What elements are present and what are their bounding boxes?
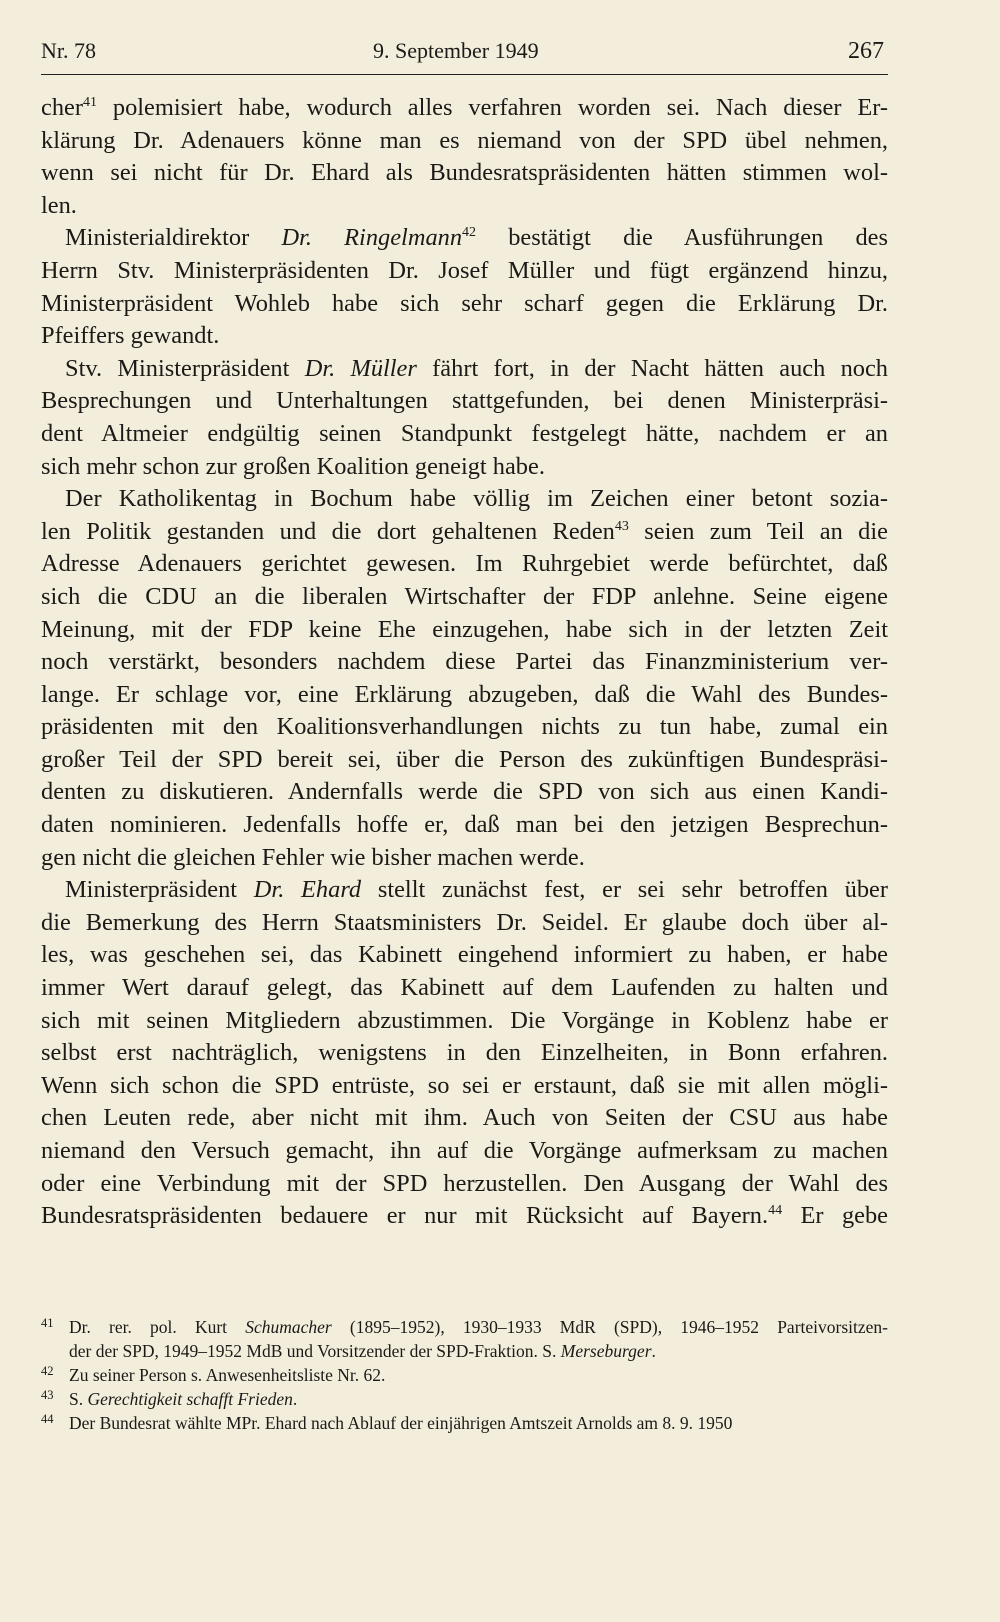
- text-run: Ministerialdirektor: [65, 224, 282, 252]
- text-line: oder eine Verbindung mit der SPD herzustellen. Den Ausgang der Wahl des: [41, 1169, 888, 1197]
- page-number: 267: [848, 38, 884, 64]
- speaker-name: Dr. Müller: [304, 354, 417, 382]
- document-number: Nr. 78: [41, 38, 96, 63]
- footnote-ref-43: 43: [614, 518, 629, 534]
- footnote-line: Der Bundesrat wählte MPr. Ehard nach Ablauf der einjährigen Amtszeit Arnolds am 8. 9. 1950: [69, 1413, 733, 1433]
- text-line: großer Teil der SPD bereit sei, über die Person des zukünftigen Bundespräsi-: [41, 745, 888, 773]
- text-line: selbst erst nachträglich, wenigstens in den Einzelheiten, in Bonn erfahren.: [41, 1039, 888, 1067]
- text-run: len Politik gestanden und die dort gehaltenen Reden: [41, 517, 615, 545]
- text-run: Dr. rer. pol. Kurt: [69, 1317, 246, 1337]
- text-run: der der SPD, 1949–1952 MdB und Vorsitzender der SPD-Fraktion. S.: [69, 1341, 561, 1361]
- speaker-name: Dr. Ehard: [253, 876, 362, 904]
- text-line: Wenn sich schon die SPD entrüste, so sei er erstaunt, daß sie mit allen mögli-: [41, 1071, 888, 1099]
- text-line: sich die CDU an die liberalen Wirtschafter der FDP anlehne. Seine eigene: [41, 582, 888, 610]
- text-line: immer Wert darauf gelegt, das Kabinett auf dem Laufenden zu halten und: [41, 974, 888, 1002]
- text-line: les, was geschehen sei, das Kabinett eingehend informiert zu haben, er habe: [41, 941, 888, 969]
- footnote-line: [69, 1339, 888, 1363]
- paragraph-2: [41, 222, 888, 352]
- footnote-ref-41: 41: [82, 95, 97, 110]
- footnote-line: Zu seiner Person s. Anwesenheitsliste Nr. 62.: [69, 1365, 386, 1385]
- text-run: cher: [41, 94, 83, 121]
- text-line: Adresse Adenauers gerichtet gewesen. Im Ruhrgebiet werde befürchtet, daß: [41, 550, 888, 578]
- text-line: niemand den Versuch gemacht, ihn auf die Vorgänge aufmerksam zu machen: [41, 1137, 888, 1164]
- text-line: Meinung, mit der FDP keine Ehe einzugehen, habe sich in der letzten Zeit: [41, 615, 888, 643]
- text-run: Ministerpräsident: [65, 876, 254, 904]
- footnote-number: 44: [41, 1412, 54, 1426]
- running-header: [41, 34, 888, 75]
- paragraph-3: [41, 353, 888, 483]
- reference-title: Gerechtigkeit schafft Frieden: [87, 1389, 293, 1409]
- main-text: [41, 92, 888, 1233]
- text-run: Er gebe: [782, 1202, 889, 1230]
- footnote-number: 41: [41, 1316, 54, 1330]
- text-line: [41, 222, 888, 255]
- person-name: Schumacher: [245, 1317, 332, 1337]
- speaker-name: Dr. Ringelmann: [281, 224, 463, 252]
- text-line: klärung Dr. Adenauers könne man es niemand von der SPD übel nehmen,: [41, 126, 888, 154]
- text-run: bestätigt die Ausführungen des: [476, 224, 888, 252]
- footnote-number: 43: [41, 1388, 54, 1402]
- footnote-line: [69, 1315, 888, 1339]
- text-run: fährt fort, in der Nacht hätten auch noch: [416, 354, 888, 382]
- text-line: [41, 92, 888, 125]
- text-run: .: [292, 1389, 298, 1409]
- text-run: polemisiert habe, wodurch alles verfahren worden sei. Nach dieser Er-: [96, 94, 888, 121]
- paragraph-4: [41, 483, 888, 874]
- footnote-44: [41, 1411, 888, 1435]
- text-line: [41, 874, 888, 907]
- text-line: [41, 1200, 888, 1233]
- text-line: denten zu diskutieren. Andernfalls werde die SPD von sich aus einen Kandi-: [41, 778, 888, 806]
- text-line: chen Leuten rede, aber nicht mit ihm. Auch von Seiten der CSU aus habe: [41, 1104, 888, 1132]
- footnote-41: [41, 1315, 888, 1363]
- header-date: 9. September 1949: [373, 38, 539, 63]
- footnote-43: [41, 1387, 888, 1411]
- text-run: Bundesratspräsidenten bedauere er nur mit Rücksicht auf Bayern.: [41, 1202, 769, 1230]
- text-run: stellt zunächst fest, er sei sehr betroffen über: [361, 876, 889, 904]
- footnote-ref-42: 42: [462, 225, 477, 241]
- text-line: Der Katholikentag in Bochum habe völlig im Zeichen einer betont sozia-: [65, 485, 888, 513]
- text-run: Stv. Ministerpräsident: [65, 354, 305, 382]
- text-line: noch verstärkt, besonders nachdem diese Partei das Finanzministerium ver-: [41, 648, 888, 676]
- text-line: dent Altmeier endgültig seinen Standpunkt festgelegt hätte, nachdem er an: [41, 419, 888, 447]
- text-line: len.: [41, 191, 77, 219]
- paragraph-1: [41, 92, 888, 222]
- footnotes: [41, 1315, 888, 1435]
- footnote-line: [69, 1387, 888, 1411]
- text-line: [41, 516, 888, 549]
- paragraph-5: [41, 874, 888, 1233]
- text-line: Besprechungen und Unterhaltungen stattgefunden, bei denen Ministerpräsi-: [41, 387, 888, 415]
- text-line: Herrn Stv. Ministerpräsidenten Dr. Josef Müller und fügt ergänzend hinzu,: [41, 256, 888, 284]
- text-line: Pfeiffers gewandt.: [41, 322, 220, 350]
- reference-title: Merseburger: [560, 1341, 652, 1361]
- text-line: gen nicht die gleichen Fehler wie bisher machen werde.: [41, 843, 585, 871]
- text-run: (1895–1952), 1930–1933 MdR (SPD), 1946–1952 Parteivorsitzen-: [331, 1317, 888, 1337]
- text-line: daten nominieren. Jedenfalls hoffe er, daß man bei den jetzigen Besprechun-: [41, 811, 888, 839]
- text-line: wenn sei nicht für Dr. Ehard als Bundesratspräsidenten hätten stimmen wol-: [41, 159, 888, 187]
- text-line: die Bemerkung des Herrn Staatsministers Dr. Seidel. Er glaube doch über al-: [41, 908, 888, 936]
- text-line: lange. Er schlage vor, eine Erklärung abzugeben, daß die Wahl des Bundes-: [41, 680, 888, 708]
- text-run: .: [651, 1341, 656, 1361]
- footnote-42: [41, 1363, 888, 1387]
- text-line: Ministerpräsident Wohleb habe sich sehr scharf gegen die Erklärung Dr.: [41, 289, 888, 317]
- footnote-number: 42: [41, 1364, 54, 1378]
- text-line: [41, 353, 888, 386]
- footnote-ref-44: 44: [768, 1203, 783, 1219]
- text-run: seien zum Teil an die: [628, 517, 888, 545]
- text-line: präsidenten mit den Koalitionsverhandlungen nichts zu tun habe, zumal ein: [41, 713, 888, 741]
- text-line: sich mit seinen Mitgliedern abzustimmen. Die Vorgänge in Koblenz habe er: [41, 1006, 888, 1034]
- text-line: sich mehr schon zur großen Koalition geneigt habe.: [41, 452, 545, 480]
- text-run: S.: [69, 1389, 88, 1409]
